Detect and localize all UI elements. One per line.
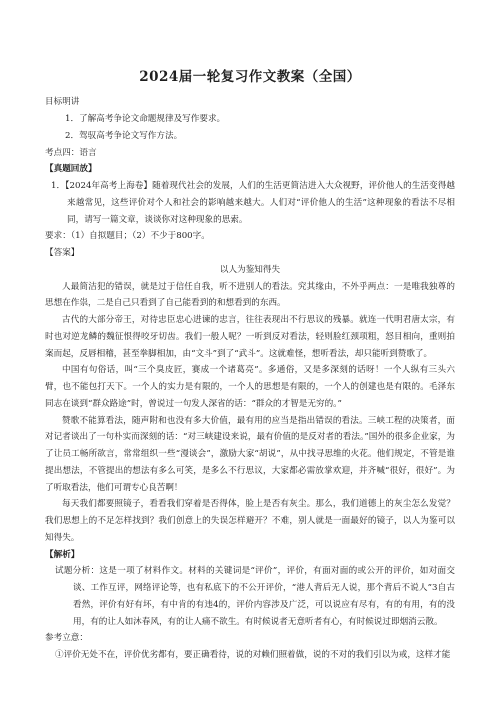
section-label-true-questions: 【真题回放】 [45,164,97,175]
essay-paragraph: 中国有句俗话，叫“三个臭皮匠，赛成一个诸葛亮”。多通俗，又是多深刻的话呀！一个人纵有三头六臂，也不能包打天下。一个人的实力是有限的，一个人的思想是有限的，一个人的创建也是有限的。毛泽东同志在谈到“群众路途”时，曾说过一句发人深省的话：“群众的才智是无穷的。” [45,365,455,409]
analysis-label: 【解析】 [45,549,80,560]
requirements: 要求：（1）自拟题目；（2）不少于800字。 [45,231,210,242]
exam-point: 考点四：语言 [45,147,97,158]
essay-paragraph: 古代的大部分帝王，对待忠臣忠心进谏的忠言，往往表现出不行思议的残暴。就连一代明君唐太宗，有时也对逆龙鳞的魏征恨得咬牙切齿。我们一般人呢？一听到反对看法，轻则脸红颈项粗，怒目相向，重则拍案而起，反唇相稽，甚至拳脚相加，由“文斗”到了“武斗”。这就难怪，想听看法，却只能听到赞歌了。 [45,315,455,359]
goals-label: 目标明讲 [45,97,80,108]
goal-item-1: 1．了解高考争论文命题规律及写作要求。 [65,114,226,125]
reference-label: 参考立意： [45,633,88,644]
essay-title: 以人为鉴知得失 [219,264,281,275]
analysis-text: 试题分析：这是一项了材料作文。材料的关键词是“评价”，评价，有面对面的或公开的评价，如对面交谈、工作互评，网络评论等，也有私底下的不公开评价，“港人背后无人说，那个背后不说人”3自古看然，评价有好有坏，有中肯的有违4的，评价内容涉及广泛，可以说应有尽有，有的有用，有的没用，有的让人如沐春风，有的让人痛不欲生。有时候说者无意听者有心，有时候说过即烟消云散。 [55,566,455,627]
essay-paragraph: 每天我们都要照镜子，看看我们穿着是否得体，脸上是否有灰尘。那么，我们道德上的灰尘怎么发觉？我们思想上的不足怎样找到？我们创意上的失误怎样避开？不难，别人就是一面最好的镜子，以人为鉴可以知得失。 [45,499,455,543]
question-text: 1．【2024年高考上海卷】随着现代社会的发展，人们的生活更简洁进入大众视野，评价他人的生活变得越来越常见，这些评价对个人和社会的影响越来越大。人们对“评价他人的生活”这种现象的看法不尽相同，请写一篇文章，谈谈你对这种现象的思索。 [51,181,455,225]
essay-paragraph: 赞歌不能算看法，随声附和也没有多大价值，最有用的应当是指出错误的看法。三峡工程的决策者，面对记者谈出了一句朴实而深刻的话：“对三峡建设来说，最有价值的是反对者的看法。”国外的很多企业家，为了让员工畅所欲言，常常组织一些“漫谈会”，激励大家“胡说”，从中找寻思维的火花。他们规定，不管是谁提出想法，不管提出的想法有多么可笑，是多么不行思议，大家都必需放掌欢迎，并齐喊“很好，很好”。为了听取看法，他们可谓专心良苦啊！ [45,415,455,493]
answer-label: 【答案】 [45,248,80,259]
essay-paragraph: 人最简洁犯的错误，就是过于信任自我，听不进别人的看法。究其缘由，不外乎两点：一是唯我独尊的思想在作祟，二是自己只看到了自己能看到的和想看到的东西。 [45,281,455,309]
reference-point-1: ①评价无处不在，评价优劣都有，要正确看待，说的对赖们照着做，说的不对的我们引以为戒，这样才能 [55,650,451,661]
document-title: 2024届一轮复习作文教案（全国） [139,69,361,85]
goal-item-2: 2．驾驭高考争论文写作方法。 [65,130,183,141]
